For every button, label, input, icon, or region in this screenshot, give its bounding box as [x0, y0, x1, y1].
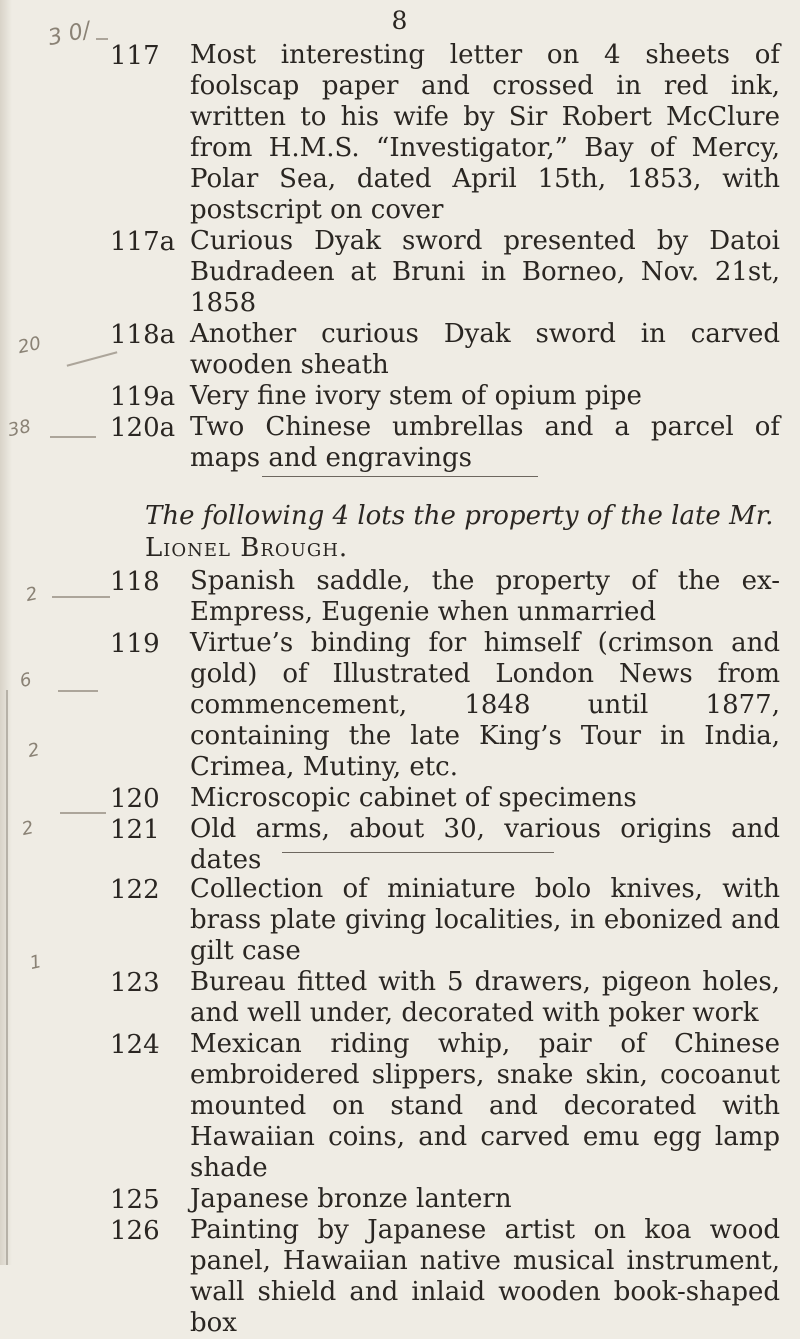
- lot-number: 124: [110, 1030, 160, 1060]
- lot-number: 122: [110, 875, 160, 905]
- lot-number: 118: [110, 567, 160, 597]
- lot-entry: [110, 783, 780, 814]
- pencil-price-note: 20: [16, 332, 43, 359]
- lot-entry: [110, 40, 780, 226]
- lot-description: Painting by Japanese artist on koa wood panel, Hawaiian native musical instrument, wall shield and inlaid wooden book-shaped box: [190, 1215, 780, 1338]
- consignor-notice: [145, 500, 780, 564]
- lot-entry: [110, 381, 780, 412]
- lot-list-section2: [110, 566, 780, 876]
- binding-line: [6, 690, 8, 1265]
- lot-number: 126: [110, 1216, 160, 1246]
- lot-description: Japanese bronze lantern: [190, 1184, 512, 1214]
- lot-number: 120a: [110, 413, 176, 443]
- pencil-dash: [52, 596, 110, 598]
- lot-entry: [110, 1215, 780, 1339]
- lot-number: 118a: [110, 320, 176, 350]
- pencil-price-note: 3 0/: [45, 17, 93, 52]
- pencil-price-note: 2: [25, 739, 42, 762]
- lot-description: Bureau fitted with 5 drawers, pigeon holes, and well under, decorated with poker work: [190, 967, 780, 1028]
- pencil-dash: [50, 436, 96, 438]
- lot-entry: [110, 628, 780, 783]
- lot-entry: [110, 412, 780, 474]
- lot-description: Very fine ivory stem of opium pipe: [190, 381, 642, 411]
- lot-number: 117a: [110, 227, 176, 257]
- lot-description: Another curious Dyak sword in carved wooden sheath: [190, 319, 780, 380]
- lot-description: Curious Dyak sword presented by Datoi Budradeen at Bruni in Borneo, Nov. 21st, 1858: [190, 226, 780, 318]
- pencil-price-note: 2: [23, 583, 40, 606]
- lot-number: 121: [110, 815, 160, 845]
- lot-number: 120: [110, 784, 160, 814]
- pencil-dash: [60, 812, 106, 814]
- lot-list-section3: [110, 874, 780, 1339]
- section-divider: [262, 476, 538, 477]
- lot-list-section1: [110, 40, 780, 474]
- lot-entry: [110, 967, 780, 1029]
- pencil-price-note: 38: [6, 415, 33, 442]
- lot-entry: [110, 1029, 780, 1184]
- lot-number: 119a: [110, 382, 176, 412]
- page-number: 8: [391, 6, 409, 35]
- section-divider: [282, 852, 554, 853]
- lot-description: Virtue’s binding for himself (crimson and gold) of Illustrated London News from commencement, 1848 until 1877, containing the late King’s Tour in India, Crimea, Mutiny, etc.: [190, 628, 780, 782]
- lot-entry: [110, 814, 780, 876]
- lot-description: Old arms, about 30, various origins and dates: [190, 814, 780, 875]
- pencil-price-note: 2: [19, 817, 36, 840]
- lot-entry: [110, 319, 780, 381]
- lot-description: Spanish saddle, the property of the ex-Empress, Eugenie when unmarried: [190, 566, 780, 627]
- lot-entry: [110, 226, 780, 319]
- lot-number: 125: [110, 1185, 160, 1215]
- lot-description: Collection of miniature bolo knives, with brass plate giving localities, in ebonized and gilt case: [190, 874, 780, 966]
- lot-entry: [110, 566, 780, 628]
- lot-description: Most interesting letter on 4 sheets of foolscap paper and crossed in red ink, written to his wife by Sir Robert McClure from H.M.S. “Investigator,” Bay of Mercy, Polar Sea, dated April 15th, 1853, with postscript on cover: [190, 40, 780, 225]
- consignor-name: Lionel Brough.: [145, 533, 349, 563]
- pencil-price-note: 1: [27, 951, 44, 974]
- lot-description: Microscopic cabinet of specimens: [190, 783, 637, 813]
- pencil-dash: [96, 38, 108, 40]
- lot-entry: [110, 874, 780, 967]
- pencil-dash: [58, 690, 98, 692]
- lot-number: 117: [110, 41, 160, 71]
- lot-entry: [110, 1184, 780, 1215]
- notice-text: The following 4 lots the property of the late Mr.: [145, 501, 774, 531]
- lot-number: 119: [110, 629, 160, 659]
- lot-description: Mexican riding whip, pair of Chinese embroidered slippers, snake skin, cocoanut mounted on stand and decorated with Hawaiian coins, and carved emu egg lamp shade: [190, 1029, 780, 1183]
- lot-number: 123: [110, 968, 160, 998]
- lot-description: Two Chinese umbrellas and a parcel of maps and engravings: [190, 412, 780, 473]
- pencil-price-note: 6: [17, 669, 34, 692]
